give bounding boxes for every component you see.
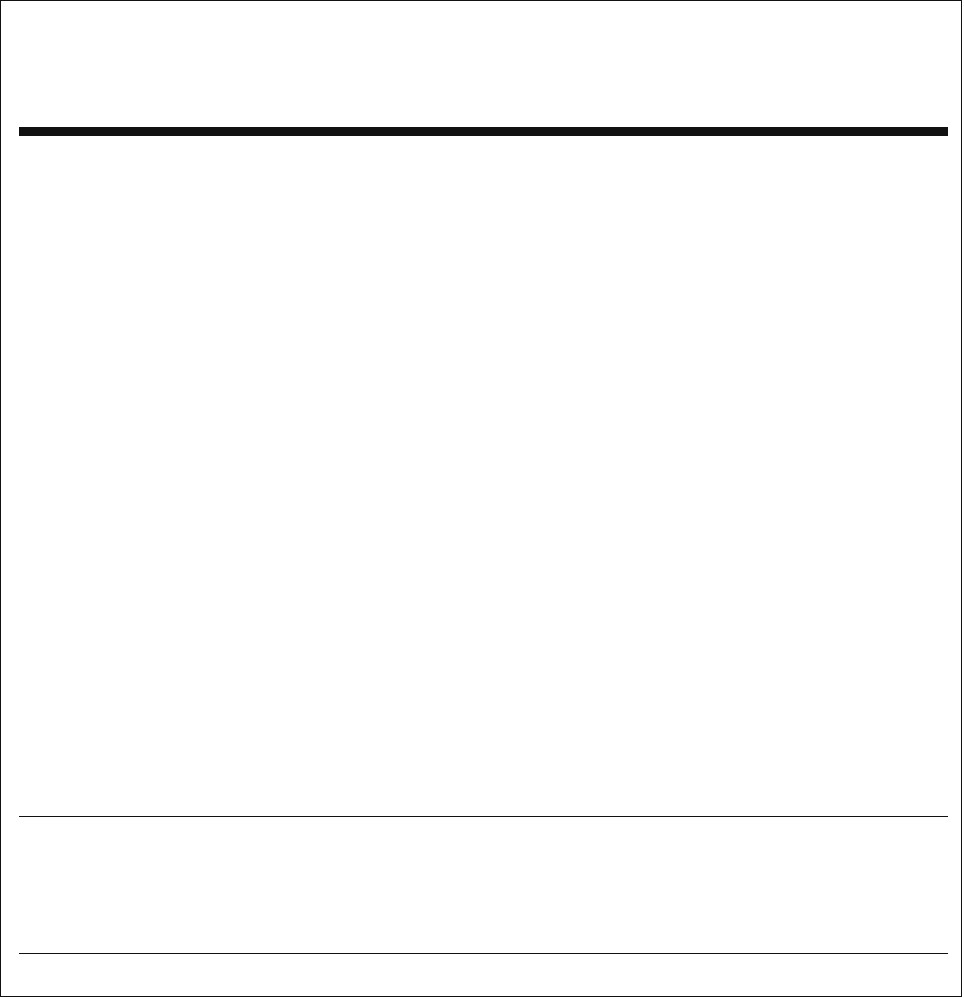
thick-rule-top <box>19 127 948 136</box>
ref-rule <box>19 816 948 817</box>
ref-bottom-rule <box>19 953 948 954</box>
